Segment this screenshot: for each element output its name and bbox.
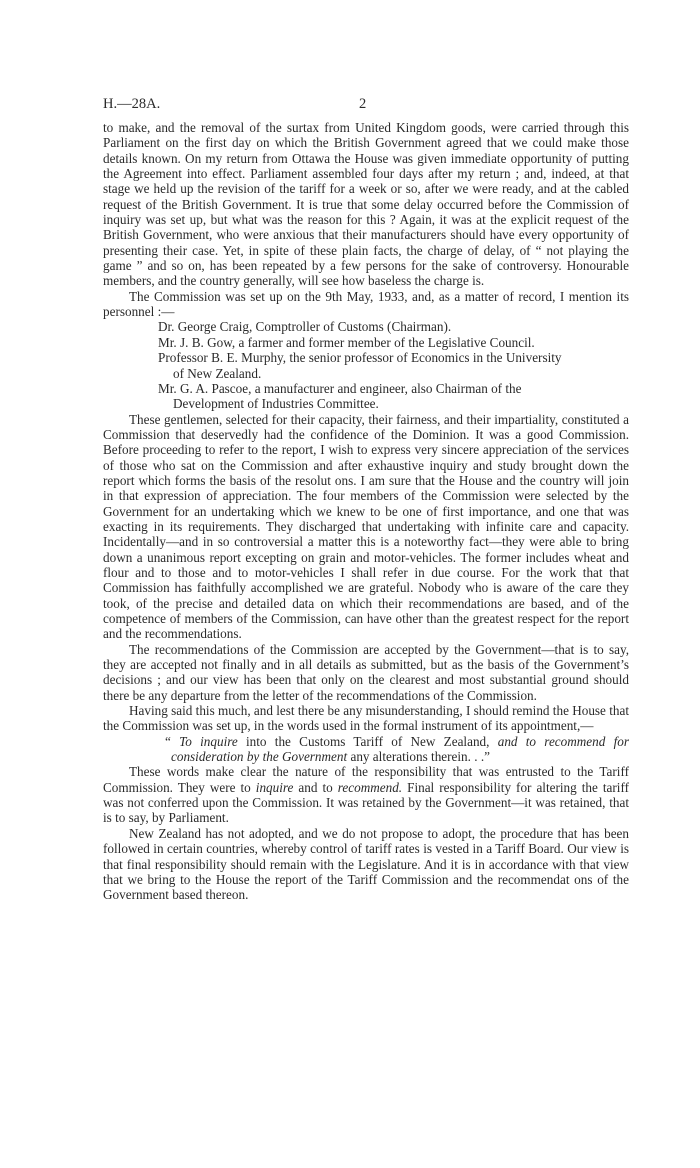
paragraph-procedure: New Zealand has not adopted, and we do not propose to adopt, the procedure that has been followed in certain countries, whereby control of tariff rates is vested in a Tariff Board. Our view is that final responsibility should remain with the Legislature. And it is in accordance with that view that we bring to the House the report of the Tariff Commission and the recommendat ons of the Government based thereon. (103, 825, 629, 903)
paragraph-responsibility: These words make clear the nature of the responsibility that was entrusted to the Tariff Commission. They were to inquire and to recommend. Final responsibility for altering the tariff was not conferred upon the Commission. It was retained by the Government—it was retained, that is to say, by Parliament. (103, 764, 629, 826)
page-number: 2 (359, 96, 367, 112)
document-reference: H.—28A. (103, 96, 161, 112)
body-text (103, 120, 629, 903)
paragraph-commission-setup: The Commission was set up on the 9th May, 1933, and, as a matter of record, I mention its personnel :— (103, 288, 629, 320)
personnel-item: Mr. J. B. Gow, a farmer and former member of the Legislative Council. (158, 334, 535, 350)
paragraph-reminder: Having said this much, and lest there be any misunderstanding, I should remind the House that the Commission was set up, in the words used in the formal instrument of its appointment,— (103, 703, 629, 734)
personnel-item: Mr. G. A. Pascoe, a manufacturer and engineer, also Chairman of the Development of Industries Committee. (158, 380, 522, 412)
paragraph-appreciation: These gentlemen, selected for their capacity, their fairness, and their impartiality, constituted a Commission that deservedly had the confidence of the Dominion. It was a good Commission. Before proceeding to refer to the report, I wish to express very sincere appreciation of the services of those who sat on the Commission and after exhaustive inquiry and study brought down the report which forms the basis of the resolut ons. I am sure that the House and the country will join in that expression of appreciation. The four members of the Commission were selected by the Government for an undertaking which we knew to be one of first importance, and one that was exacting in its requirements. They discharged that undertaking with infinite care and capacity. Incidentally—and in so controversial a matter this is a noteworthy fact—they were able to bring down a unanimous report excepting on grain and motor-vehicles. The former includes wheat and flour and to those and to motor-vehicles I shall refer in due course. For the work that that Commission has faithfully accomplished we are grateful. Nobody who is aware of the care they took, of the precise and detailed data on which their recommendations are based, and of the competence of members of the Commission, can have other than the greatest respect for the report and the recommendations. (103, 411, 629, 642)
quoted-instrument: “ To inquire into the Customs Tariff of New Zealand, and to recommend for consideration by the Government any alterations therein. . .” (165, 733, 629, 765)
personnel-list (103, 319, 629, 411)
paragraph-recommendations: The recommendations of the Commission are accepted by the Government—that is to say, they are accepted not finally and in all details as submitted, but as the basis of the Government’s decisions ; and our view has been that only on the clearest and most substantial ground should there be any departure from the letter of the recommendations of the Commission. (103, 641, 629, 703)
personnel-item: Professor B. E. Murphy, the senior professor of Economics in the University of New Zealand. (158, 350, 562, 381)
personnel-item: Dr. George Craig, Comptroller of Customs (Chairman). (158, 319, 452, 335)
paragraph-continuation: to make, and the removal of the surtax from United Kingdom goods, were carried through this Parliament on the first day on which the British Government agreed that we could make those details known. On my return from Ottawa the House was given immediate opportunity of putting the Agreement into effect. Parliament assembled four days after my return ; and, indeed, at that stage we held up the revision of the tariff for a week or so, after we were ready, and at the cabled request of the British Government. It is true that some delay occurred before the Commission of inquiry was set up, but what was the reason for this ? Again, it was at the explicit request of the British Government, who were anxious that their manufacturers should have every opportunity of presenting their case. Yet, in spite of these plain facts, the charge of delay, of “ not playing the game ” and so on, has been repeated by a few persons for the sake of controversy. Honourable members, and the country generally, will see how baseless the charge is. (103, 120, 629, 289)
page-header (103, 96, 629, 116)
